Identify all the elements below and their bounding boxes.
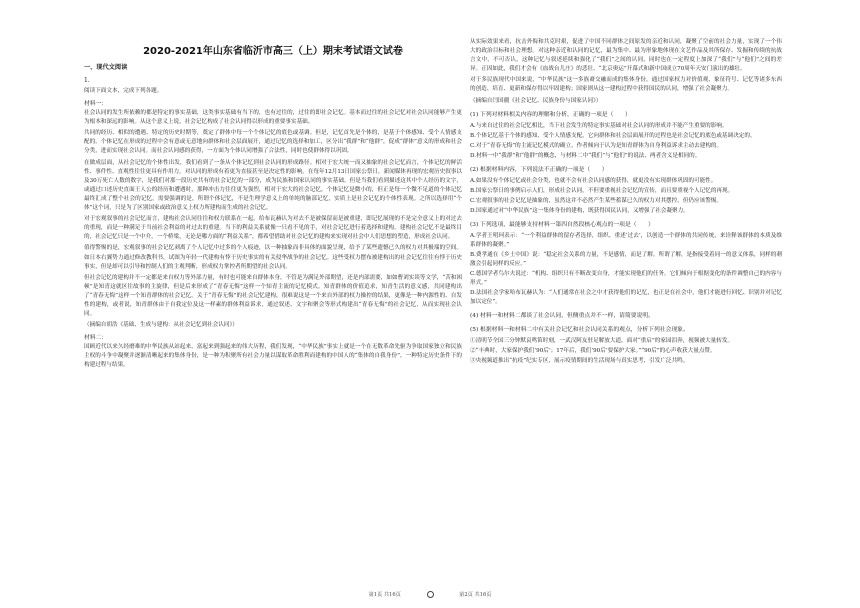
material-2-paragraph: 国顾近代以来久经磨难的中华民族从站起来、富起来到强起来的伟大历程，我们发现，“中华民族”事实上就是一个在无数革命先驱为争取国家独立和民族主权的斗争中凝聚并逐渐清晰起来的集体身份，是一种为积聚所有社会力量以谋取革命胜利而建构的中国人的“集体的自我身份”，一种特定历史条件下的构建过程与结果。 bbox=[84, 344, 462, 369]
material-label-1: 材料一： bbox=[84, 101, 108, 108]
question-option: B.费孝通在《乡土中国》说：“稳定社会关系的力量，不是感情，而是了解。所谓了解，是指接受着同一的意义体系，同样的刺激会引起同样的反应。” bbox=[470, 251, 782, 267]
page-divider-icon bbox=[427, 591, 434, 598]
question-option: A.如果没有个体记忆或社会分类，也就不会有社会认同感的获得，就更没有实现群体巩固的可能性。 bbox=[470, 177, 717, 184]
material-1-paragraph: 值得警惕的是，宏观叙事的社会记忆剥离了个人记忆中过多的个人痕迹，以一种抽象而非具体的面貌呈现，给予了某些遗憾已久的权力对其极端的空间。如日本右翼势力通过修改教科书，试图为年轻一代建构有悖于历史事实的有关侵华战争的社会记忆。这些受权力摆布被建构出的社会记忆往往有悖于历史事实，但是却可以引导和控制人们的主观判断，形成权力掌控者所期望的社会认同。 bbox=[84, 245, 462, 270]
material-1-paragraph: 但社会记忆的建构并不一定都是来自权力等外部力量，有时也可能来自群体本身，不管是为满足外部期望，还是内部需要，如如曹刘实谈等文学，“苦和困顿”是知青这就区往故事的主旋律，但是后来形成了“青春无悔”这样一个知青主流的记忆模式。知青群体的价值追求，知青生活的意义感，共同建构出了“青春无悔”这样一个知青群体的社会记忆。关于“青春无悔”的社会记忆建构，很难说这是一个来自外部的权力操控的结果，更像是一种内源性的、自发性的建构，或者说，知青群体由于自我定位及这一样素的群体利益诉求，通过叙述、文字和聚会等形式构建出“青春无悔”的社会记忆，从而实现社会认同。 bbox=[84, 274, 462, 318]
material-2-paragraph: 从实际效果来看，抗击外侮和共克时艰，促进了中国不同群体之间原发的亲近和认同，凝聚了空前的社会力量，实现了一个伟大的政治目标和社会理想。对这种亲近和认同的记忆，最为集中、最为形象地体现在文艺作品及其所保存、发掘和传续的抗战言文中，不可否认，这种记忆与叙述延续和强化了“我们”之间的认同，同时也在一定程度上加深了“我们”与“他们”之间的差异。正因如此，我们才会有《血战台儿庄》的悲壮、“北京奥运”开幕式和新中国成立70周年天安门演出的雄壮。 bbox=[470, 39, 782, 73]
left-column bbox=[84, 62, 462, 372]
material-1-paragraph: 社会认同的发生所依赖的都是特定的事实基础，这类事实基础有当下的，也有过往的，过往的即社会记忆。基本而过往的社会记忆对社会认同能够产生更为根本和深远的影响。从这个意义上说，社会记忆构成了社会认同得以形成的重要事实基础。 bbox=[84, 110, 462, 126]
question-option: B.个体记忆基于个体的感知，受个人情感支配，它向群体和社会层面展开的过程也是社会记忆的底色或基调决定的。 bbox=[470, 132, 756, 139]
source-citation-1: （摘编自胡浩《基础、生成与建构：从社会记忆到社会认同》） bbox=[84, 322, 238, 329]
material-label-2: 材料二： bbox=[84, 335, 108, 342]
material-1-paragraph: 在做成层面，从社会记忆的个体性出发，我们看到了一条从个体记忆到社会认同的形成路径。相对于宏大统一而又抽象的社会记忆而言，个体记忆的鲜活性、事件性、直观性往往更具有作用力，对认同的形成有着更为直接甚至是决定性的影响。在每年12月13日国家公祭日，新闻媒体再现的宏观历史叙事以及30万死亡人数的数字，是我们对那一段历史共有的社会记忆的一部分，成为民族和国家认同的事实基础。但是当我们看到描述这其中个人经历的文字，或通过口述历史直面王人公的经历和遭遇时，那种冲击力往往更为强烈，相对于宏大的社会记忆，个体记忆是微小的，但正是每一个微不足道的个体记忆最终汇成了整个社会的记忆。需要强调的是，所谓个体记忆，不是生理学意义上的单纯的脑部记忆，实质上是社会记忆的个体性表现。之所以选择用“个体”这个词，只是为了区别国家或政治意义上权力所建构而生成的社会记忆。 bbox=[84, 159, 462, 212]
page-title: 2020-2021年山东省临沂市高三（上）期末考试语文试卷 bbox=[143, 46, 403, 57]
question-option: A.学者王明珂表示：“一个利益群体的留存者选择，组织、重述‘过去’，以创造一个群体的共同传统，来诠释该群体的本质及维系群体的凝聚。” bbox=[470, 232, 782, 248]
question-option: C.德国学者鸟尔夫说过：“机构、组织只有不断改变自身，才能实现他们的任务。它们倾向于根据变化的条件调整自己的内容与形式。” bbox=[470, 270, 782, 286]
material-1-paragraphs bbox=[84, 109, 462, 319]
question-stem: (3) 下列选项，最能够支持材料一第四自然段核心观点的一项是（ ） bbox=[470, 221, 654, 228]
material-2-paragraph: 对于多民族现代中国来说，“中华民族”这一多族裔交融而成的集体身份，通过国家权力对价值观、象征符号、记忆等诸多东西的创造、培育、更新和保存得以牢固建构；国家则从这一建构过程中获得国民的认同，增强了社会凝聚力。 bbox=[470, 77, 782, 93]
question-option: B.国家公祭日的事例启示人们，形成社会认同，不但要重视社会记忆的宣传，而且要重视个人记忆的再现。 bbox=[470, 187, 734, 194]
footer-page-right: 第2页 共16页 bbox=[459, 592, 492, 598]
question-stem: (2) 根据材料内容，下列说法不正确的一项是（ ） bbox=[470, 166, 608, 173]
source-citation-2: （摘编自闫国疆《社会记忆、民族身份与国家认同》） bbox=[470, 97, 602, 104]
question-stem: (5) 根据材料一和材料二中有关社会记忆和社会认同关系的观点，分析下列社会现象。 bbox=[470, 326, 689, 333]
question-option: ③央视频道推出“抗疫”纪实专区，展示疫情期间的生活现场与真实思考，引发广泛共鸣。 bbox=[470, 357, 689, 364]
question-stem: (4) 材料一和材料二都谈了社会认同，但侧重点并不一样，请简要说明。 bbox=[470, 312, 654, 319]
question-stem: (1) 下列对材料相关内容的理解和分析，正确的一项是（ ） bbox=[470, 111, 631, 118]
question-option: D.国家通过对“中华民族”这一集体身份的建构，既获得国民认同，又增强了社会凝聚力。 bbox=[470, 207, 689, 214]
question-option: C.对于“青春无悔”的主流记忆模式的确立，作者倾向于认为是知青群体为自身利益诉求主动去建构的。 bbox=[470, 142, 723, 149]
question-list bbox=[470, 111, 782, 366]
material-1-paragraph: 共同的经历、相似的遭遇、特定的历史时期等，奠定了群体中每一个个体记忆的底色或基调。但是，记忆首先是个体的，是基于个体感知、受个人情感支配的。个体记忆在形成的过程中会有意或无意地向群体和社会层面展开，通过记忆的选择和加工，区分出“我群”和“他群”，促成“群体”意义的形成和社会分类，进而实现社会认同。而社会认同感的获得，一方面为个体认同增强了合法性，同时也使群体得以巩固。 bbox=[84, 130, 462, 155]
question-number: 1. bbox=[84, 77, 90, 84]
instruction-text: 阅读下面文本，完成下列各题。 bbox=[84, 88, 163, 94]
footer-page-left: 第1页 共16页 bbox=[368, 592, 401, 598]
question-option: D.法国社会学家哈布瓦赫认为：“人们通常在社会之中才获得他们的记忆，也正是在社会中，他们才能进行回忆、识别并对记忆加以定位”。 bbox=[470, 289, 782, 305]
question-option: ②“丰典时，大家保护我们’90后’；17年后，我们’90后’要保护大家。”“90后”的心声收获大量点赞。 bbox=[470, 347, 716, 354]
page-footer bbox=[0, 591, 860, 598]
question-option: D.材料一中“我群”和“他群”的概念，与材料二中“我们”与“他们”的说法，两者含义是相同的。 bbox=[470, 152, 701, 159]
right-column bbox=[470, 38, 782, 367]
right-paragraphs bbox=[470, 38, 782, 95]
question-option: A.与来自过往的社会记忆相比，当下社会发生的特定事实基础对社会认同的形成并不能产生重要的影响。 bbox=[470, 122, 728, 129]
question-option: ①清明节全国三分钟默哀鸣笛时刻，一武汉阿友驻足解放大道，面对“重启”的家园泪奔，视频被大量转发。 bbox=[470, 337, 734, 344]
material-1-paragraph: 对于宏观叙事的社会记忆而言，建构社会认同往往和权力联系在一起。给布瓦赫认为对去不是被保留而是被重建，即记忆展现的不是完全意义上的对过去的重现，而是一种满足于当前社会利益的对过去的重建。当下的利益关系就像一只看不见的手，对社会记忆进行着选择和建构。建构社会记忆不是最终目的，社会记忆只是一个中介，一个桥梁，无论是哪方面的“利益关系”，都希望借助对社会记忆的建构来实现对社会中人们思想的塑造，形成社会认同。 bbox=[84, 216, 462, 241]
question-option: C.宏观叙事的社会记忆是抽象的，虽然这并不必然产生某些蓄谋已久的权力对其摆控，但仍应该警惕。 bbox=[470, 197, 722, 204]
section-heading: 一、现代文阅读 bbox=[84, 64, 128, 71]
